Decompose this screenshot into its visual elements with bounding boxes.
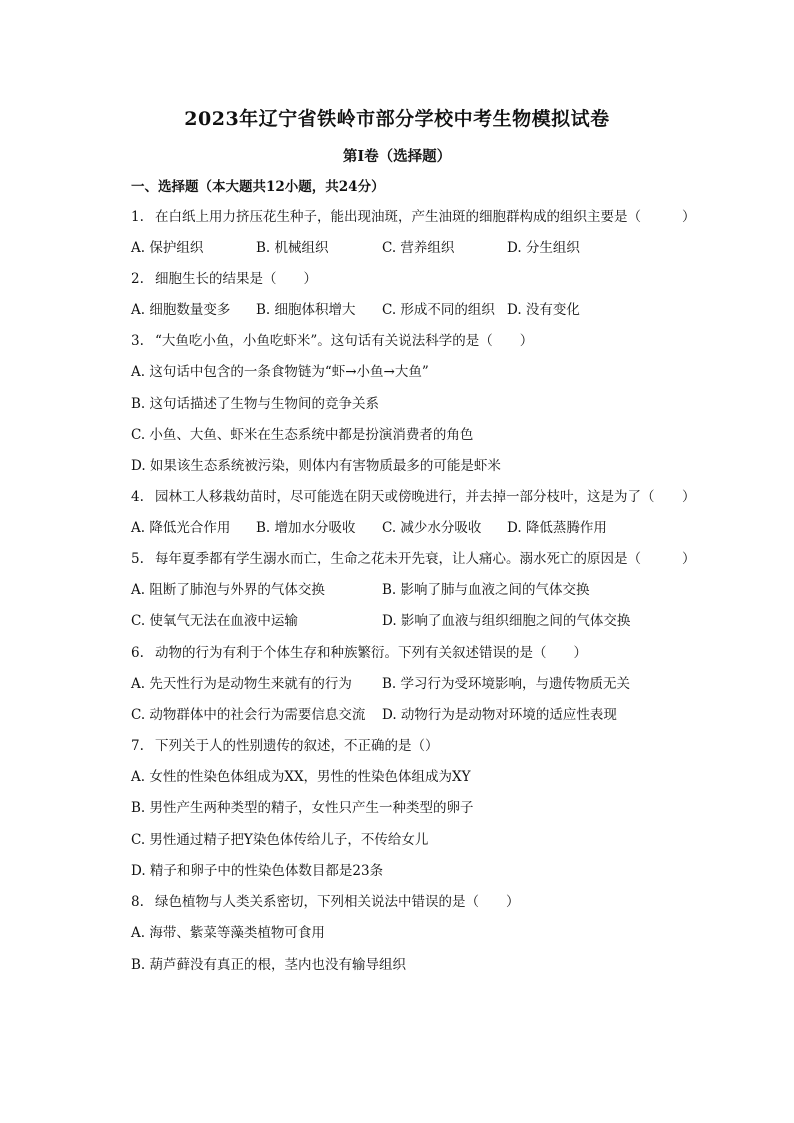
question-3-option-c: C. 小鱼、大鱼、虾米在生态系统中都是扮演消费者的角色 xyxy=(131,427,474,443)
question-text: 园林工人移栽幼苗时，尽可能选在阴天或傍晚进行，并去掉一部分枝叶，这是为了（ xyxy=(155,489,655,505)
question-3-option-b: B. 这句话描述了生物与生物间的竞争关系 xyxy=(131,396,380,412)
question-number: 4. xyxy=(131,489,144,505)
question-7-option-a: A. 女性的性染色体组成为XX，男性的性染色体组成为XY xyxy=(131,769,471,785)
question-7-option-c: C. 男性通过精子把Y染色体传给儿子，不传给女儿 xyxy=(131,832,429,848)
question-3-option-a: A. 这句话中包含的一条食物链为“虾→小鱼→大鱼” xyxy=(131,364,429,380)
question-5-option-c: C. 使氧气无法在血液中运输 xyxy=(131,613,298,629)
question-number: 7. xyxy=(131,738,144,754)
question-number: 2. xyxy=(131,271,144,287)
question-text: 动物的行为有利于个体生存和种族繁衍。下列有关叙述错误的是（ ） xyxy=(155,645,587,661)
question-4-option-a: A. 降低光合作用 xyxy=(131,520,231,536)
question-3-stem xyxy=(131,332,533,350)
question-text: 细胞生长的结果是（ ） xyxy=(155,271,317,287)
question-5-option-d: D. 影响了血液与组织细胞之间的气体交换 xyxy=(382,613,631,629)
question-6-stem xyxy=(131,644,587,662)
question-6-option-a: A. 先天性行为是动物生来就有的行为 xyxy=(131,676,352,692)
question-8-option-b: B. 葫芦藓没有真正的根，茎内也没有输导组织 xyxy=(131,957,407,973)
question-8-option-a: A. 海带、紫菜等藻类植物可食用 xyxy=(131,925,325,941)
question-6-option-b: B. 学习行为受环境影响，与遗传物质无关 xyxy=(382,676,631,692)
question-2-option-a: A. 细胞数量变多 xyxy=(131,302,231,318)
question-6-option-c: C. 动物群体中的社会行为需要信息交流 xyxy=(131,707,366,723)
question-2-option-b: B. 细胞体积增大 xyxy=(256,302,356,318)
question-7-option-d: D. 精子和卵子中的性染色体数目都是23条 xyxy=(131,863,384,879)
question-5-stem xyxy=(131,550,641,568)
question-4-stem xyxy=(131,488,655,506)
question-3-option-d: D. 如果该生态系统被污染，则体内有害物质最多的可能是虾米 xyxy=(131,458,501,474)
question-4-option-c: C. 减少水分吸收 xyxy=(382,520,482,536)
answer-paren-close: ） xyxy=(682,489,696,505)
question-number: 1. xyxy=(131,209,144,225)
question-5-option-b: B. 影响了肺与血液之间的气体交换 xyxy=(382,582,590,598)
section-heading: 一、选择题（本大题共12小题，共24分） xyxy=(131,179,385,195)
question-text: 在白纸上用力挤压花生种子，能出现油斑，产生油斑的细胞群构成的组织主要是（ xyxy=(155,209,641,225)
question-7-stem xyxy=(131,737,439,755)
question-text: 每年夏季都有学生溺水而亡，生命之花未开先衰，让人痛心。溺水死亡的原因是（ xyxy=(155,551,641,567)
page-subtitle: 第I卷（选择题） xyxy=(342,148,452,165)
question-1-option-a: A. 保护组织 xyxy=(131,240,204,256)
question-1-option-d: D. 分生组织 xyxy=(507,240,580,256)
question-6-option-d: D. 动物行为是动物对环境的适应性表现 xyxy=(382,707,617,723)
question-5-option-a: A. 阻断了肺泡与外界的气体交换 xyxy=(131,582,325,598)
question-4-option-d: D. 降低蒸腾作用 xyxy=(507,520,607,536)
question-2-option-d: D. 没有变化 xyxy=(507,302,580,318)
question-7-option-b: B. 男性产生两种类型的精子，女性只产生一种类型的卵子 xyxy=(131,800,474,816)
page-title: 2023年辽宁省铁岭市部分学校中考生物模拟试卷 xyxy=(184,108,610,130)
question-number: 5. xyxy=(131,551,144,567)
answer-paren-close: ） xyxy=(682,209,696,225)
question-number: 6. xyxy=(131,645,144,661)
question-text: “大鱼吃小鱼，小鱼吃虾米”。这句话有关说法科学的是（ ） xyxy=(155,333,534,349)
question-8-stem xyxy=(131,893,520,911)
question-2-option-c: C. 形成不同的组织 xyxy=(382,302,495,318)
question-4-option-b: B. 增加水分吸收 xyxy=(256,520,356,536)
question-1-option-c: C. 营养组织 xyxy=(382,240,455,256)
question-text: 绿色植物与人类关系密切，下列相关说法中错误的是（ ） xyxy=(155,894,520,910)
answer-paren-close: ） xyxy=(682,551,696,567)
question-1-stem xyxy=(131,208,641,226)
question-text: 下列关于人的性别遗传的叙述，不正确的是（） xyxy=(155,738,439,754)
question-number: 8. xyxy=(131,894,144,910)
question-1-option-b: B. 机械组织 xyxy=(256,240,329,256)
question-number: 3. xyxy=(131,333,144,349)
question-2-stem xyxy=(131,270,317,288)
